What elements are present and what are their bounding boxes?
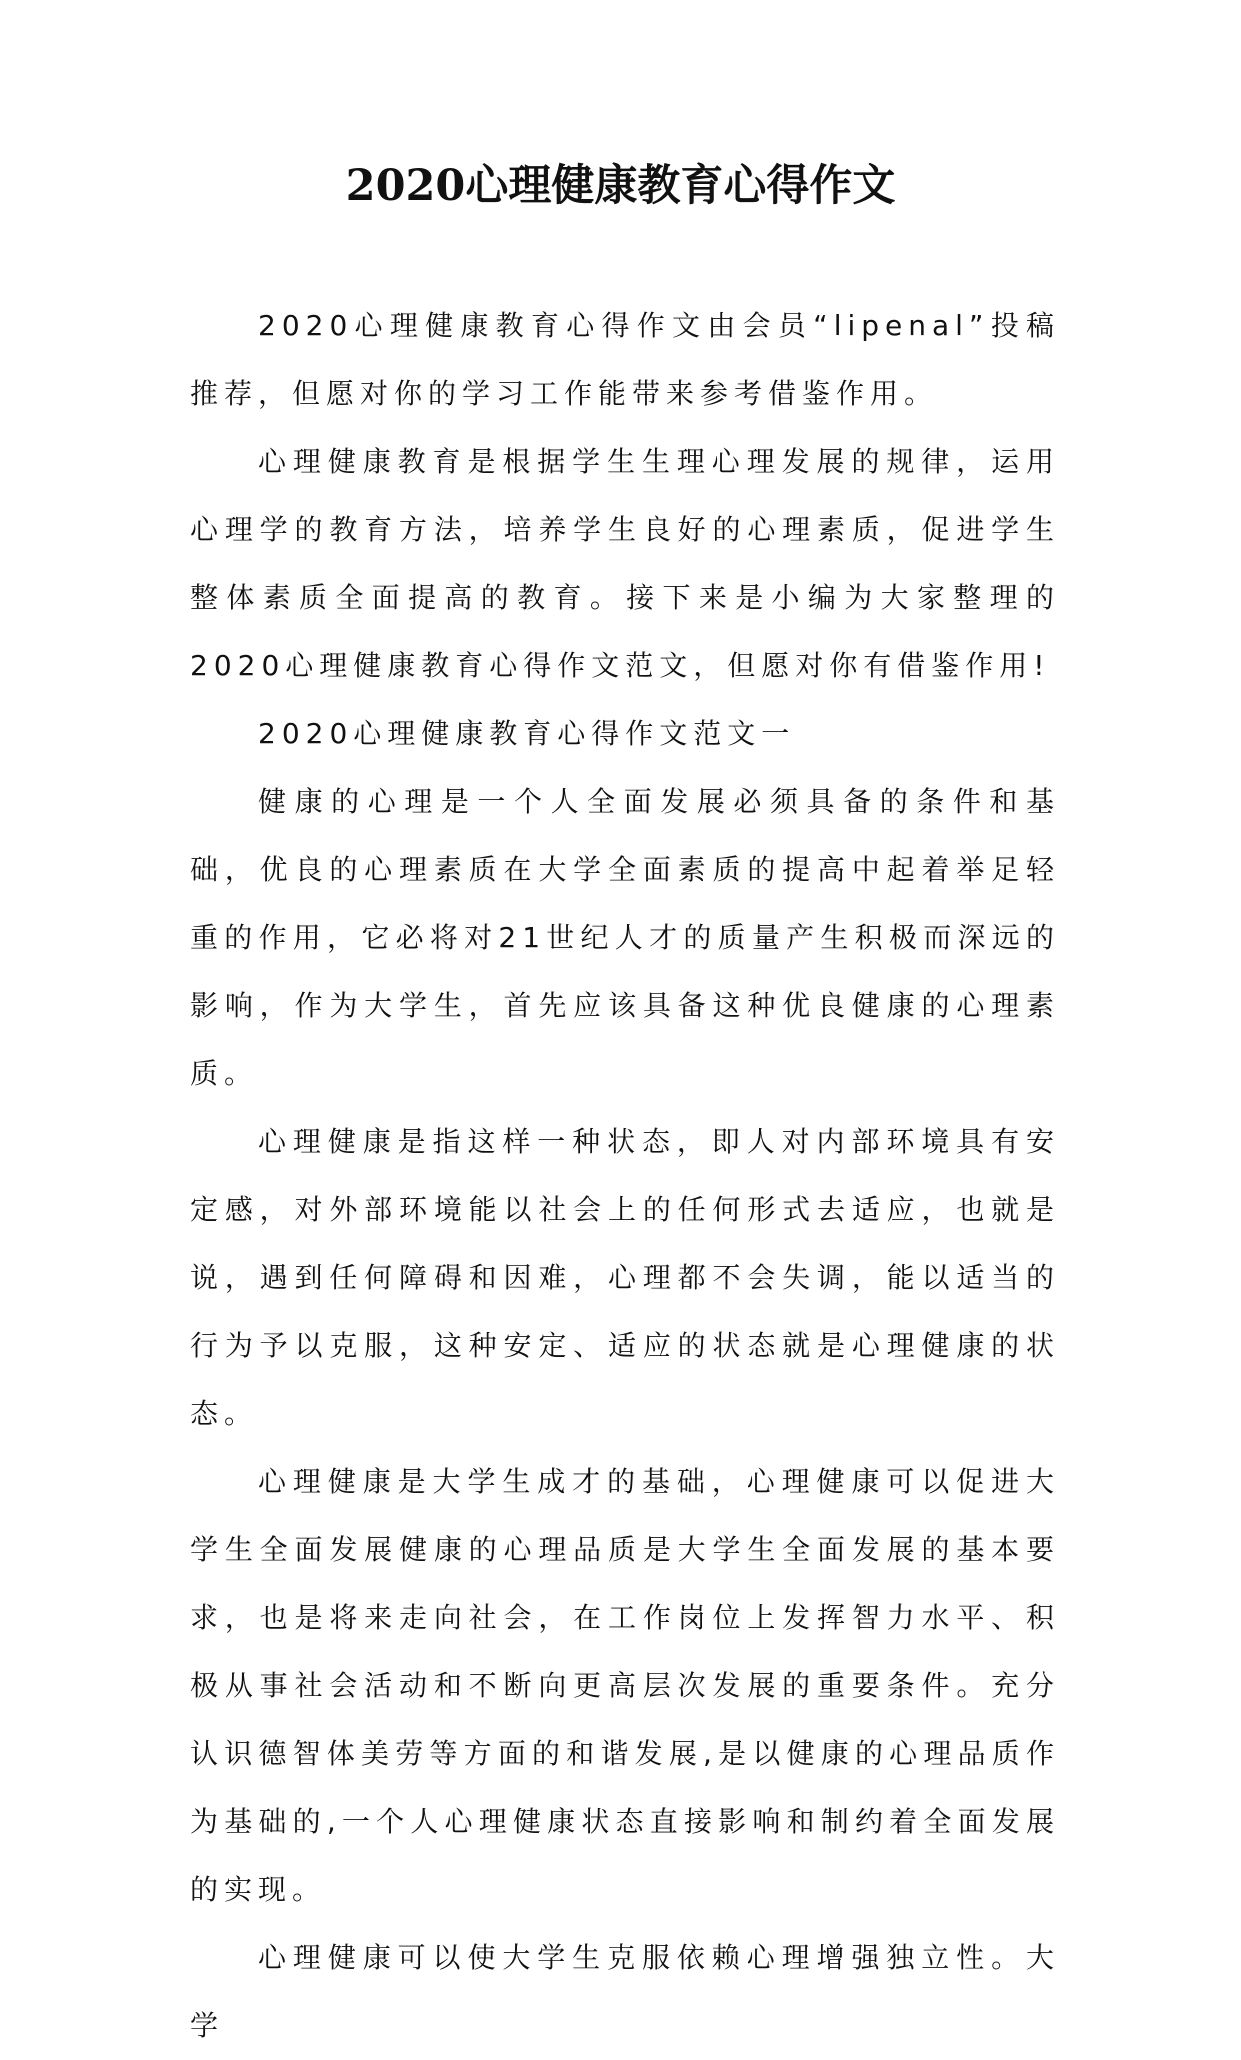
paragraph-definition: 心理健康教育是根据学生生理心理发展的规律，运用心理学的教育方法，培养学生良好的心理素质，促进学生整体素质全面提高的教育。接下来是小编为大家整理的2020心理健康教育心得作文范文，但愿对你有借鉴作用!	[190, 445, 1060, 682]
paragraph: 心理健康是大学生成才的基础，心理健康可以促进大学生全面发展健康的心理品质是大学生全面发展的基本要求，也是将来走向社会，在工作岗位上发挥智力水平、积极从事社会活动和不断向更高层次发展的重要条件。充分认识德智体美劳等方面的和谐发展,是以健康的心理品质作为基础的,一个人心理健康状态直接影响和制约着全面发展的实现。	[190, 1465, 1060, 1906]
paragraph-intro: 2020心理健康教育心得作文由会员“lipenal”投稿推荐，但愿对你的学习工作能带来参考借鉴作用。	[190, 309, 1060, 410]
document-body	[190, 292, 1060, 2060]
paragraph: 心理健康可以使大学生克服依赖心理增强独立性。大学	[190, 1941, 1060, 2042]
section-heading-sample-one: 2020心理健康教育心得作文范文一	[258, 717, 796, 750]
paragraph: 健康的心理是一个人全面发展必须具备的条件和基础，优良的心理素质在大学全面素质的提高中起着举足轻重的作用，它必将对21世纪人才的质量产生积极而深远的影响，作为大学生，首先应该具备这种优良健康的心理素质。	[190, 785, 1060, 1090]
paragraph: 心理健康是指这样一种状态，即人对内部环境具有安定感，对外部环境能以社会上的任何形式去适应，也就是说，遇到任何障碍和因难，心理都不会失调，能以适当的行为予以克服，这种安定、适应的状态就是心理健康的状态。	[190, 1125, 1060, 1430]
document-title: 2020心理健康教育心得作文	[345, 161, 896, 211]
